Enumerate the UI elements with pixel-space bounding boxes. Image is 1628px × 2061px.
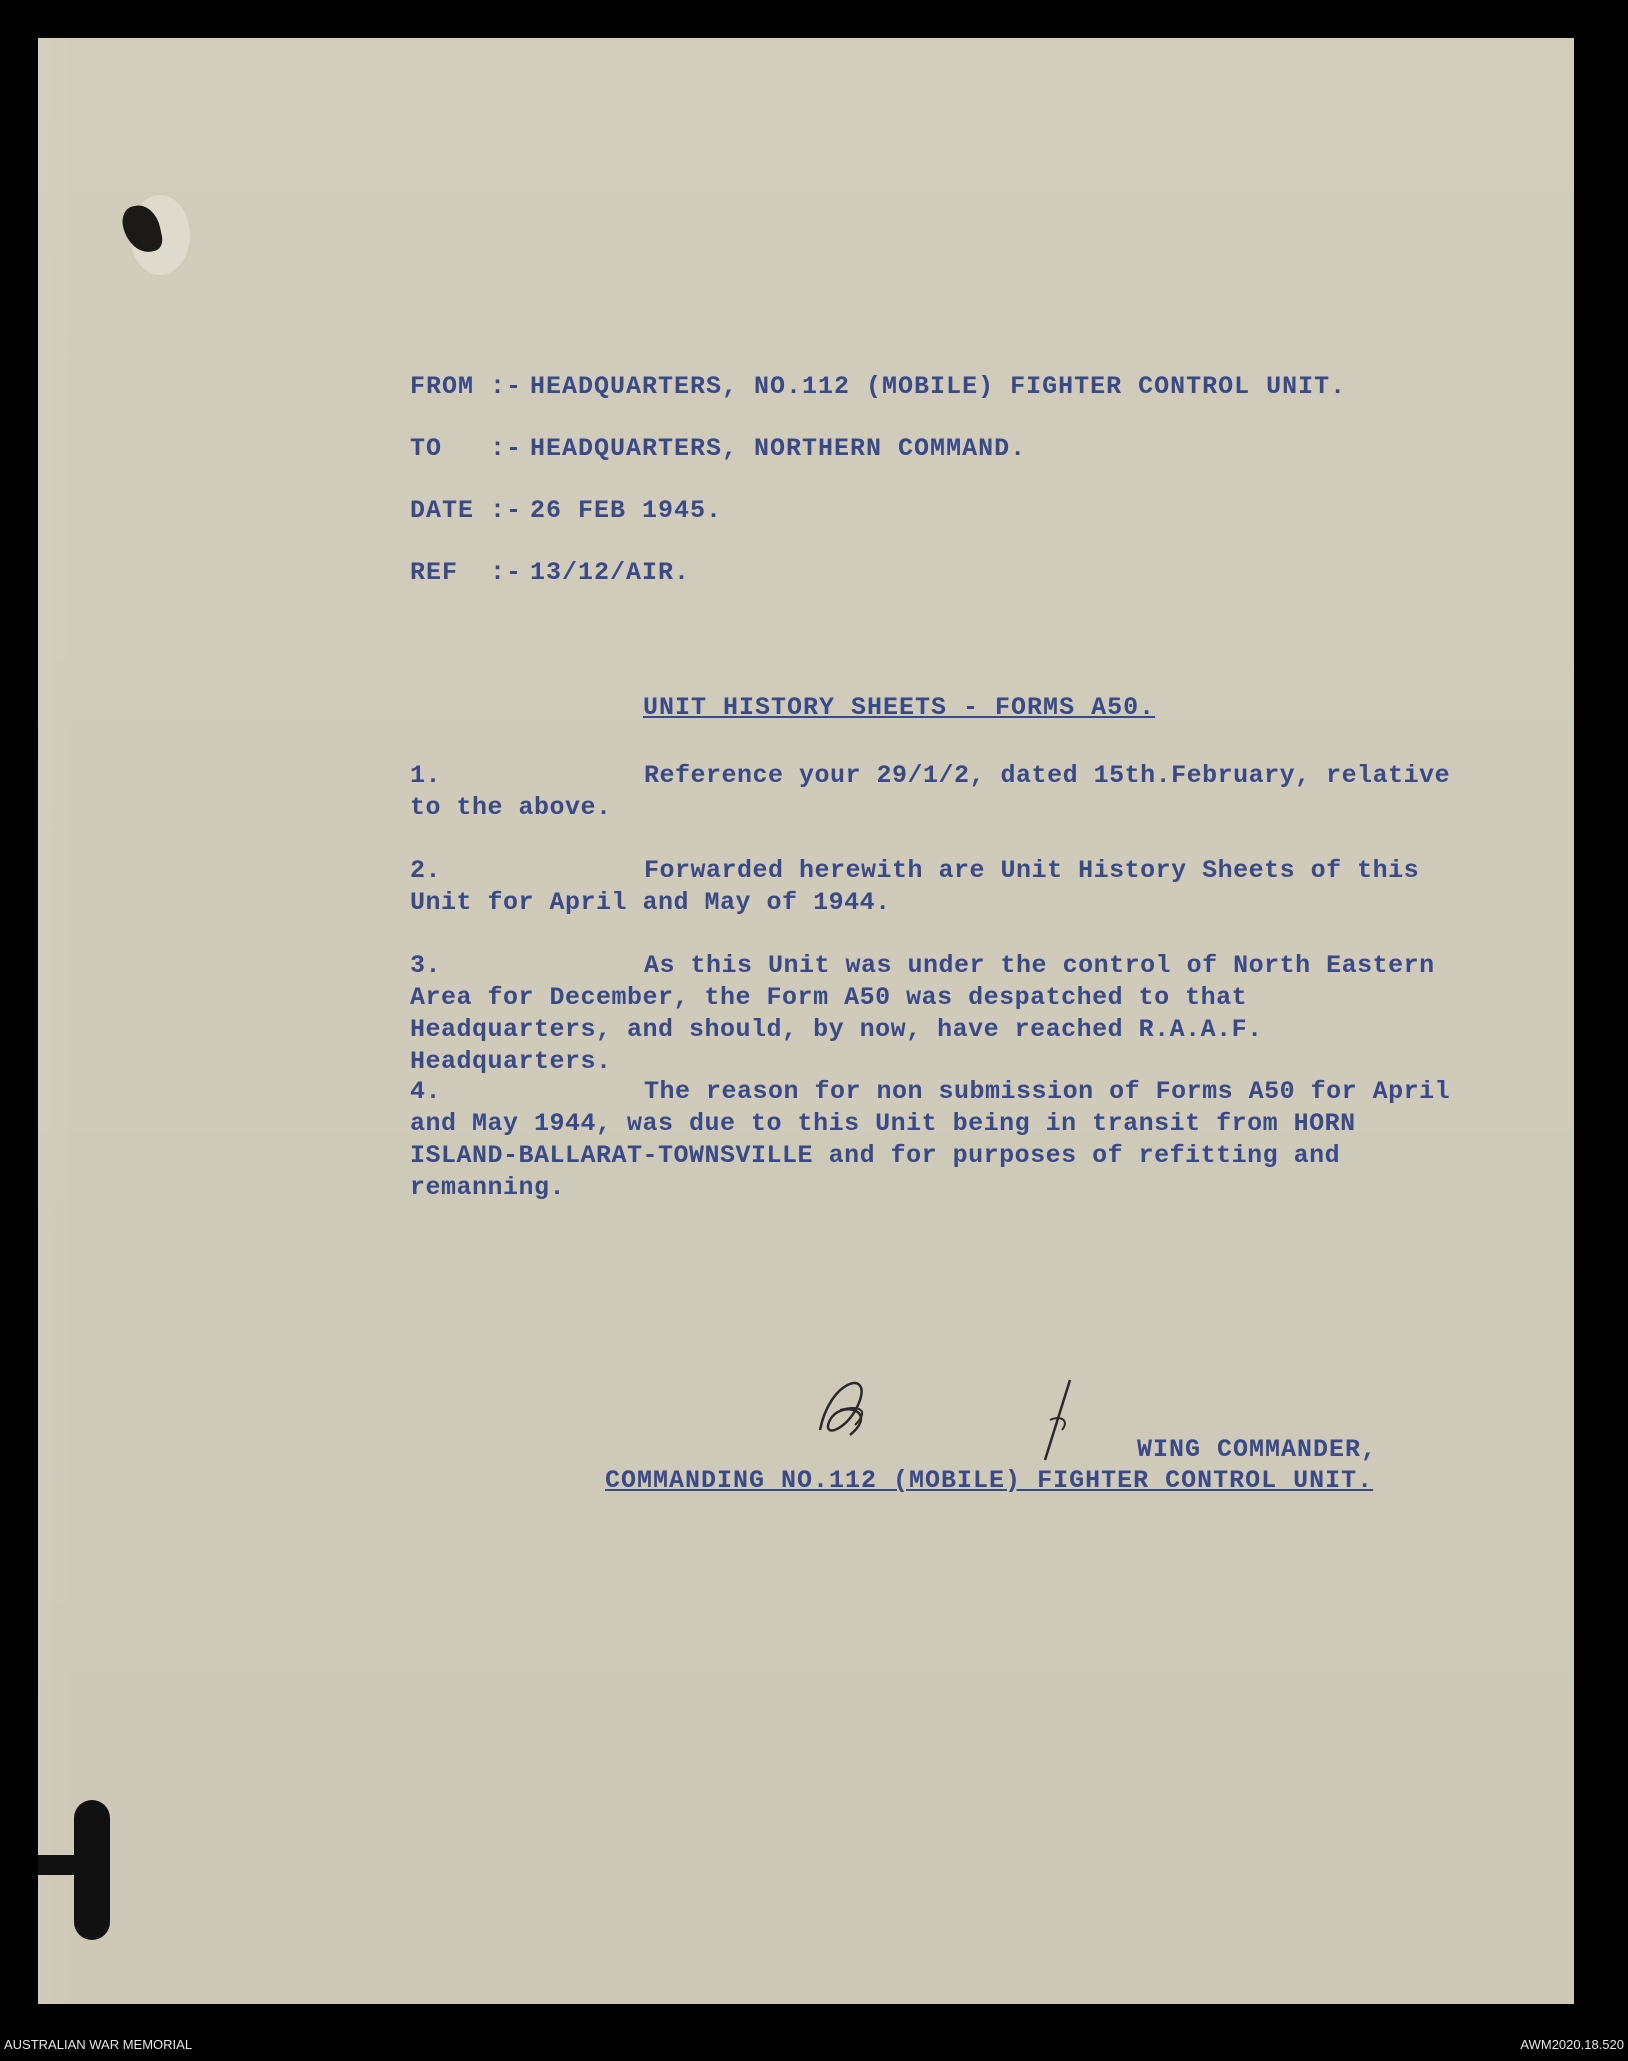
paragraph-2 <box>410 855 1460 919</box>
handwritten-signature <box>800 1360 1120 1470</box>
ref-line <box>410 558 690 587</box>
from-label: FROM <box>410 372 475 401</box>
paragraph-number: 4. <box>410 1077 442 1106</box>
signatory-unit: COMMANDING NO.112 (MOBILE) FIGHTER CONTROL UNIT. <box>605 1466 1374 1495</box>
from-line <box>410 372 1346 401</box>
to-label: TO <box>410 434 443 463</box>
paragraph-text: As this Unit was under the control of North Eastern Area for December, the Form A50 was despatched to that Headquarters, and should, by now, have reached R.A.A.F. Headquarters. <box>410 951 1435 1076</box>
footer-accession: AWM2020.18.520 <box>1520 2037 1624 2052</box>
ref-label: REF <box>410 558 459 587</box>
paragraph-3 <box>410 950 1460 1078</box>
date-separator: :- <box>490 496 523 525</box>
binder-clip <box>38 1800 110 1940</box>
date-value: 26 FEB 1945. <box>530 496 723 525</box>
date-label: DATE <box>410 496 475 525</box>
paragraph-text: The reason for non submission of Forms A50 for April and May 1944, was due to this Unit being in transit from HORN ISLAND-BALLARAT-TOWNSVILLE and for purposes of refitting and remanning. <box>410 1077 1451 1202</box>
to-line <box>410 434 1026 463</box>
to-separator: :- <box>490 434 523 463</box>
to-value: HEADQUARTERS, NORTHERN COMMAND. <box>530 434 1027 463</box>
paragraph-text: Reference your 29/1/2, dated 15th.February, relative to the above. <box>410 761 1451 822</box>
ref-separator: :- <box>490 558 523 587</box>
signatory-rank: WING COMMANDER, <box>1137 1435 1378 1464</box>
from-separator: :- <box>490 372 523 401</box>
paragraph-number: 2. <box>410 856 442 885</box>
paragraph-4 <box>410 1076 1460 1204</box>
document-title: UNIT HISTORY SHEETS - FORMS A50. <box>643 693 1156 722</box>
date-line <box>410 496 722 525</box>
paragraph-number: 1. <box>410 761 442 790</box>
from-value: HEADQUARTERS, NO.112 (MOBILE) FIGHTER CONTROL UNIT. <box>530 372 1347 401</box>
footer-institution: AUSTRALIAN WAR MEMORIAL <box>4 2037 193 2052</box>
ref-value: 13/12/AIR. <box>530 558 691 587</box>
paragraph-1 <box>410 760 1460 824</box>
paragraph-number: 3. <box>410 951 442 980</box>
paragraph-text: Forwarded herewith are Unit History Sheets of this Unit for April and May of 1944. <box>410 856 1420 917</box>
